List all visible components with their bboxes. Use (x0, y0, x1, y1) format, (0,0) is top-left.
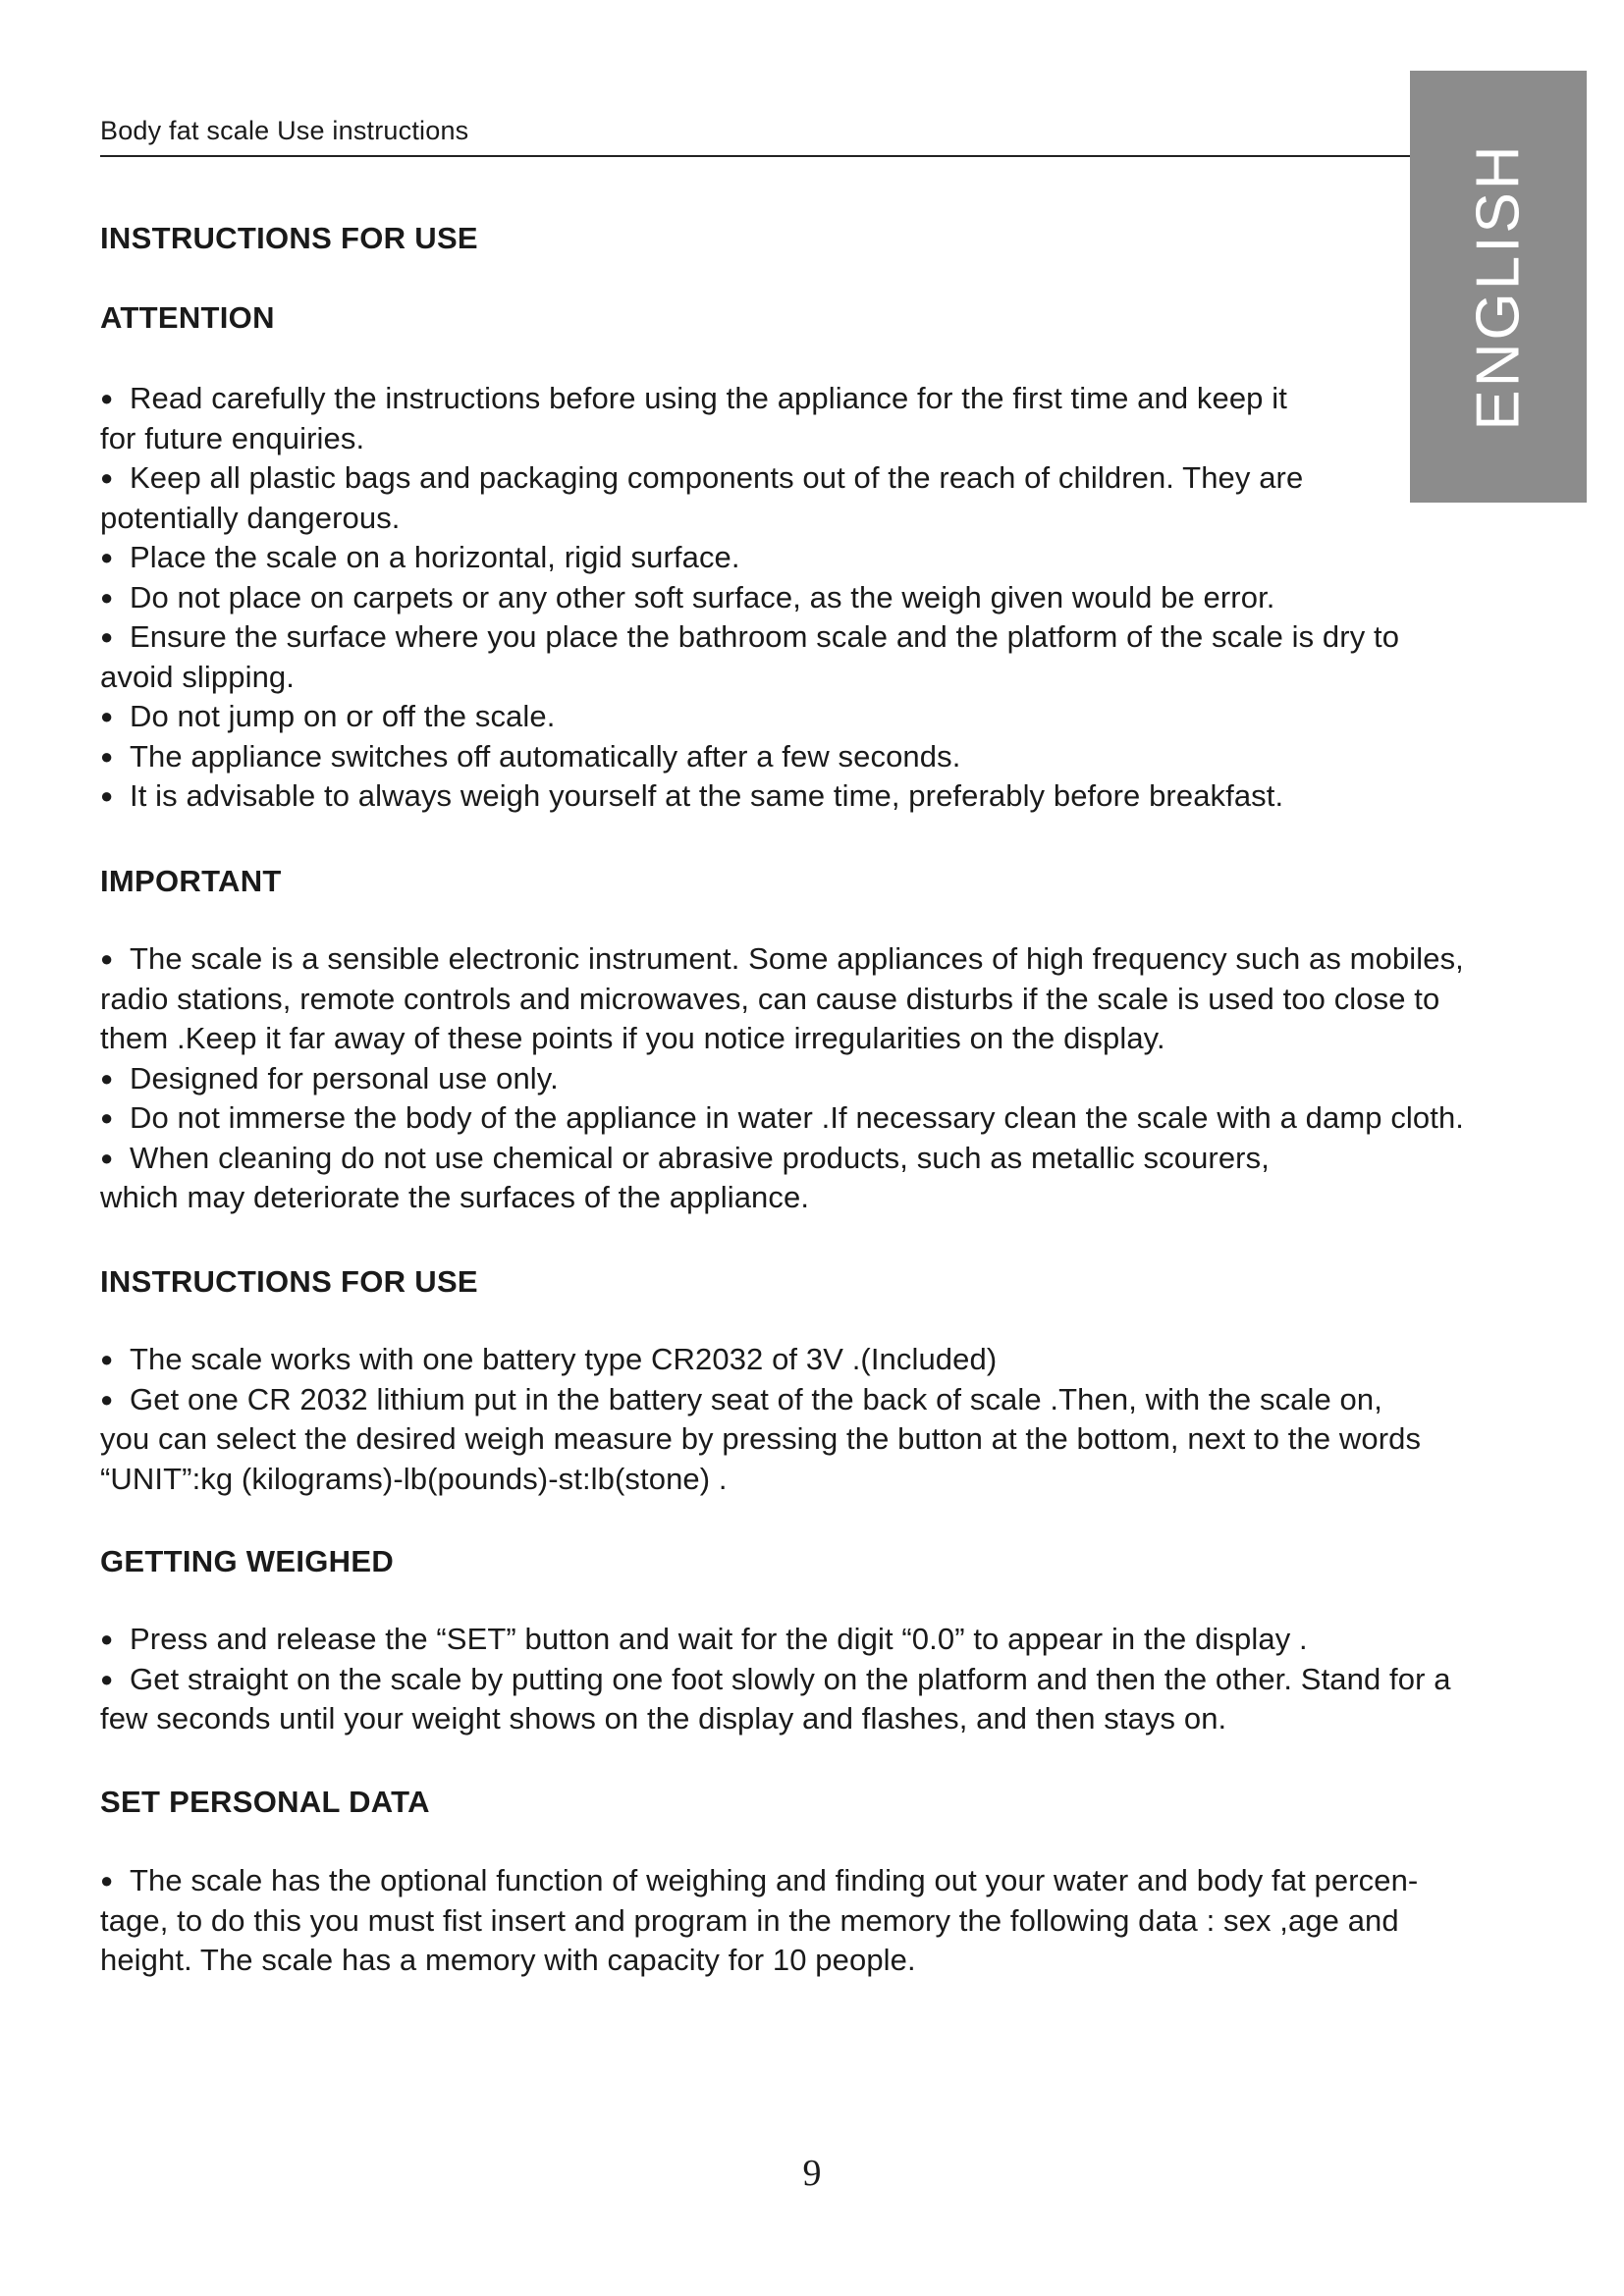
personal-data-list (100, 1861, 1418, 1981)
list-item-continuation: for future enquiries. (100, 420, 365, 455)
running-header: Body fat scale Use instructions (100, 116, 469, 145)
list-item: ● It is advisable to always weigh yourself at the same time, preferably before breakfast. (100, 776, 1399, 817)
bullet-icon: ● (100, 743, 114, 769)
bullet-icon: ● (100, 1666, 114, 1691)
bullet-icon: ● (100, 783, 114, 808)
list-item: ● When cleaning do not use chemical or abrasive products, such as metallic scourers, (100, 1139, 1464, 1179)
list-item-continuation: you can select the desired weigh measure by pressing the button at the bottom, next to the words (100, 1421, 1422, 1456)
header-divider (100, 155, 1412, 157)
list-item: ● Do not place on carpets or any other soft surface, as the weigh given would be error. (100, 578, 1399, 618)
list-item-continuation: radio stations, remote controls and microwaves, can cause disturbs if the scale is used too close to (100, 981, 1440, 1016)
important-heading: IMPORTANT (100, 864, 282, 898)
list-item: ● The scale has the optional function of weighing and finding out your water and body fat percen- (100, 1861, 1418, 1901)
instructions-heading: INSTRUCTIONS FOR USE (100, 1264, 478, 1299)
bullet-icon: ● (100, 1145, 114, 1170)
list-item: ● Read carefully the instructions before using the appliance for the first time and keep it (100, 379, 1399, 419)
list-item: ● Keep all plastic bags and packaging components out of the reach of children. They are (100, 458, 1399, 499)
list-item: ● Designed for personal use only. (100, 1059, 1464, 1099)
list-item: ● Do not immerse the body of the appliance in water .If necessary clean the scale with a damp cloth. (100, 1098, 1464, 1139)
instructions-title: INSTRUCTIONS FOR USE (100, 221, 478, 255)
list-item: ● Press and release the “SET” button and wait for the digit “0.0” to appear in the display . (100, 1620, 1451, 1660)
list-item: ● Place the scale on a horizontal, rigid surface. (100, 538, 1399, 578)
important-list (100, 939, 1464, 1218)
page-number: 9 (802, 2153, 822, 2194)
getting-weighed-heading: GETTING WEIGHED (100, 1544, 394, 1578)
list-item: ● The scale works with one battery type CR2032 of 3V .(Included) (100, 1340, 1421, 1380)
instructions-list (100, 1340, 1421, 1499)
list-item: ● The scale is a sensible electronic instrument. Some appliances of high frequency such as mobiles, (100, 939, 1464, 980)
bullet-icon: ● (100, 1105, 114, 1130)
bullet-icon: ● (100, 1868, 114, 1893)
list-item-continuation: few seconds until your weight shows on the display and flashes, and then stays on. (100, 1701, 1227, 1735)
personal-data-heading: SET PERSONAL DATA (100, 1785, 430, 1819)
bullet-icon: ● (100, 1065, 114, 1091)
list-item-continuation: potentially dangerous. (100, 500, 401, 535)
bullet-icon: ● (100, 545, 114, 569)
bullet-icon: ● (100, 1627, 114, 1651)
list-item-continuation: them .Keep it far away of these points if you notice irregularities on the display. (100, 1021, 1165, 1055)
attention-list (100, 379, 1399, 817)
attention-heading: ATTENTION (100, 300, 275, 335)
language-tab (1410, 71, 1587, 503)
bullet-icon: ● (100, 946, 114, 971)
list-item-continuation: avoid slipping. (100, 659, 295, 694)
bullet-icon: ● (100, 1386, 114, 1412)
language-tab-label: ENGLISH (1464, 142, 1533, 431)
bullet-icon: ● (100, 1347, 114, 1371)
bullet-icon: ● (100, 465, 114, 490)
list-item-continuation: “UNIT”:kg (kilograms)-lb(pounds)-st:lb(stone) . (100, 1461, 728, 1496)
list-item: ● Ensure the surface where you place the bathroom scale and the platform of the scale is dry to (100, 617, 1399, 658)
list-item-continuation: tage, to do this you must fist insert and program in the memory the following data : sex ,age and (100, 1902, 1399, 1938)
list-item: ● The appliance switches off automatically after a few seconds. (100, 737, 1399, 777)
list-item-continuation: which may deteriorate the surfaces of the appliance. (100, 1180, 810, 1214)
bullet-icon: ● (100, 704, 114, 728)
bullet-icon: ● (100, 386, 114, 410)
bullet-icon: ● (100, 624, 114, 649)
list-item: ● Do not jump on or off the scale. (100, 697, 1399, 737)
getting-weighed-list (100, 1620, 1451, 1739)
list-item-continuation: height. The scale has a memory with capacity for 10 people. (100, 1943, 916, 1977)
bullet-icon: ● (100, 584, 114, 610)
list-item: ● Get straight on the scale by putting one foot slowly on the platform and then the other. Stand for a (100, 1660, 1451, 1700)
list-item: ● Get one CR 2032 lithium put in the battery seat of the back of scale .Then, with the scale on, (100, 1380, 1421, 1420)
